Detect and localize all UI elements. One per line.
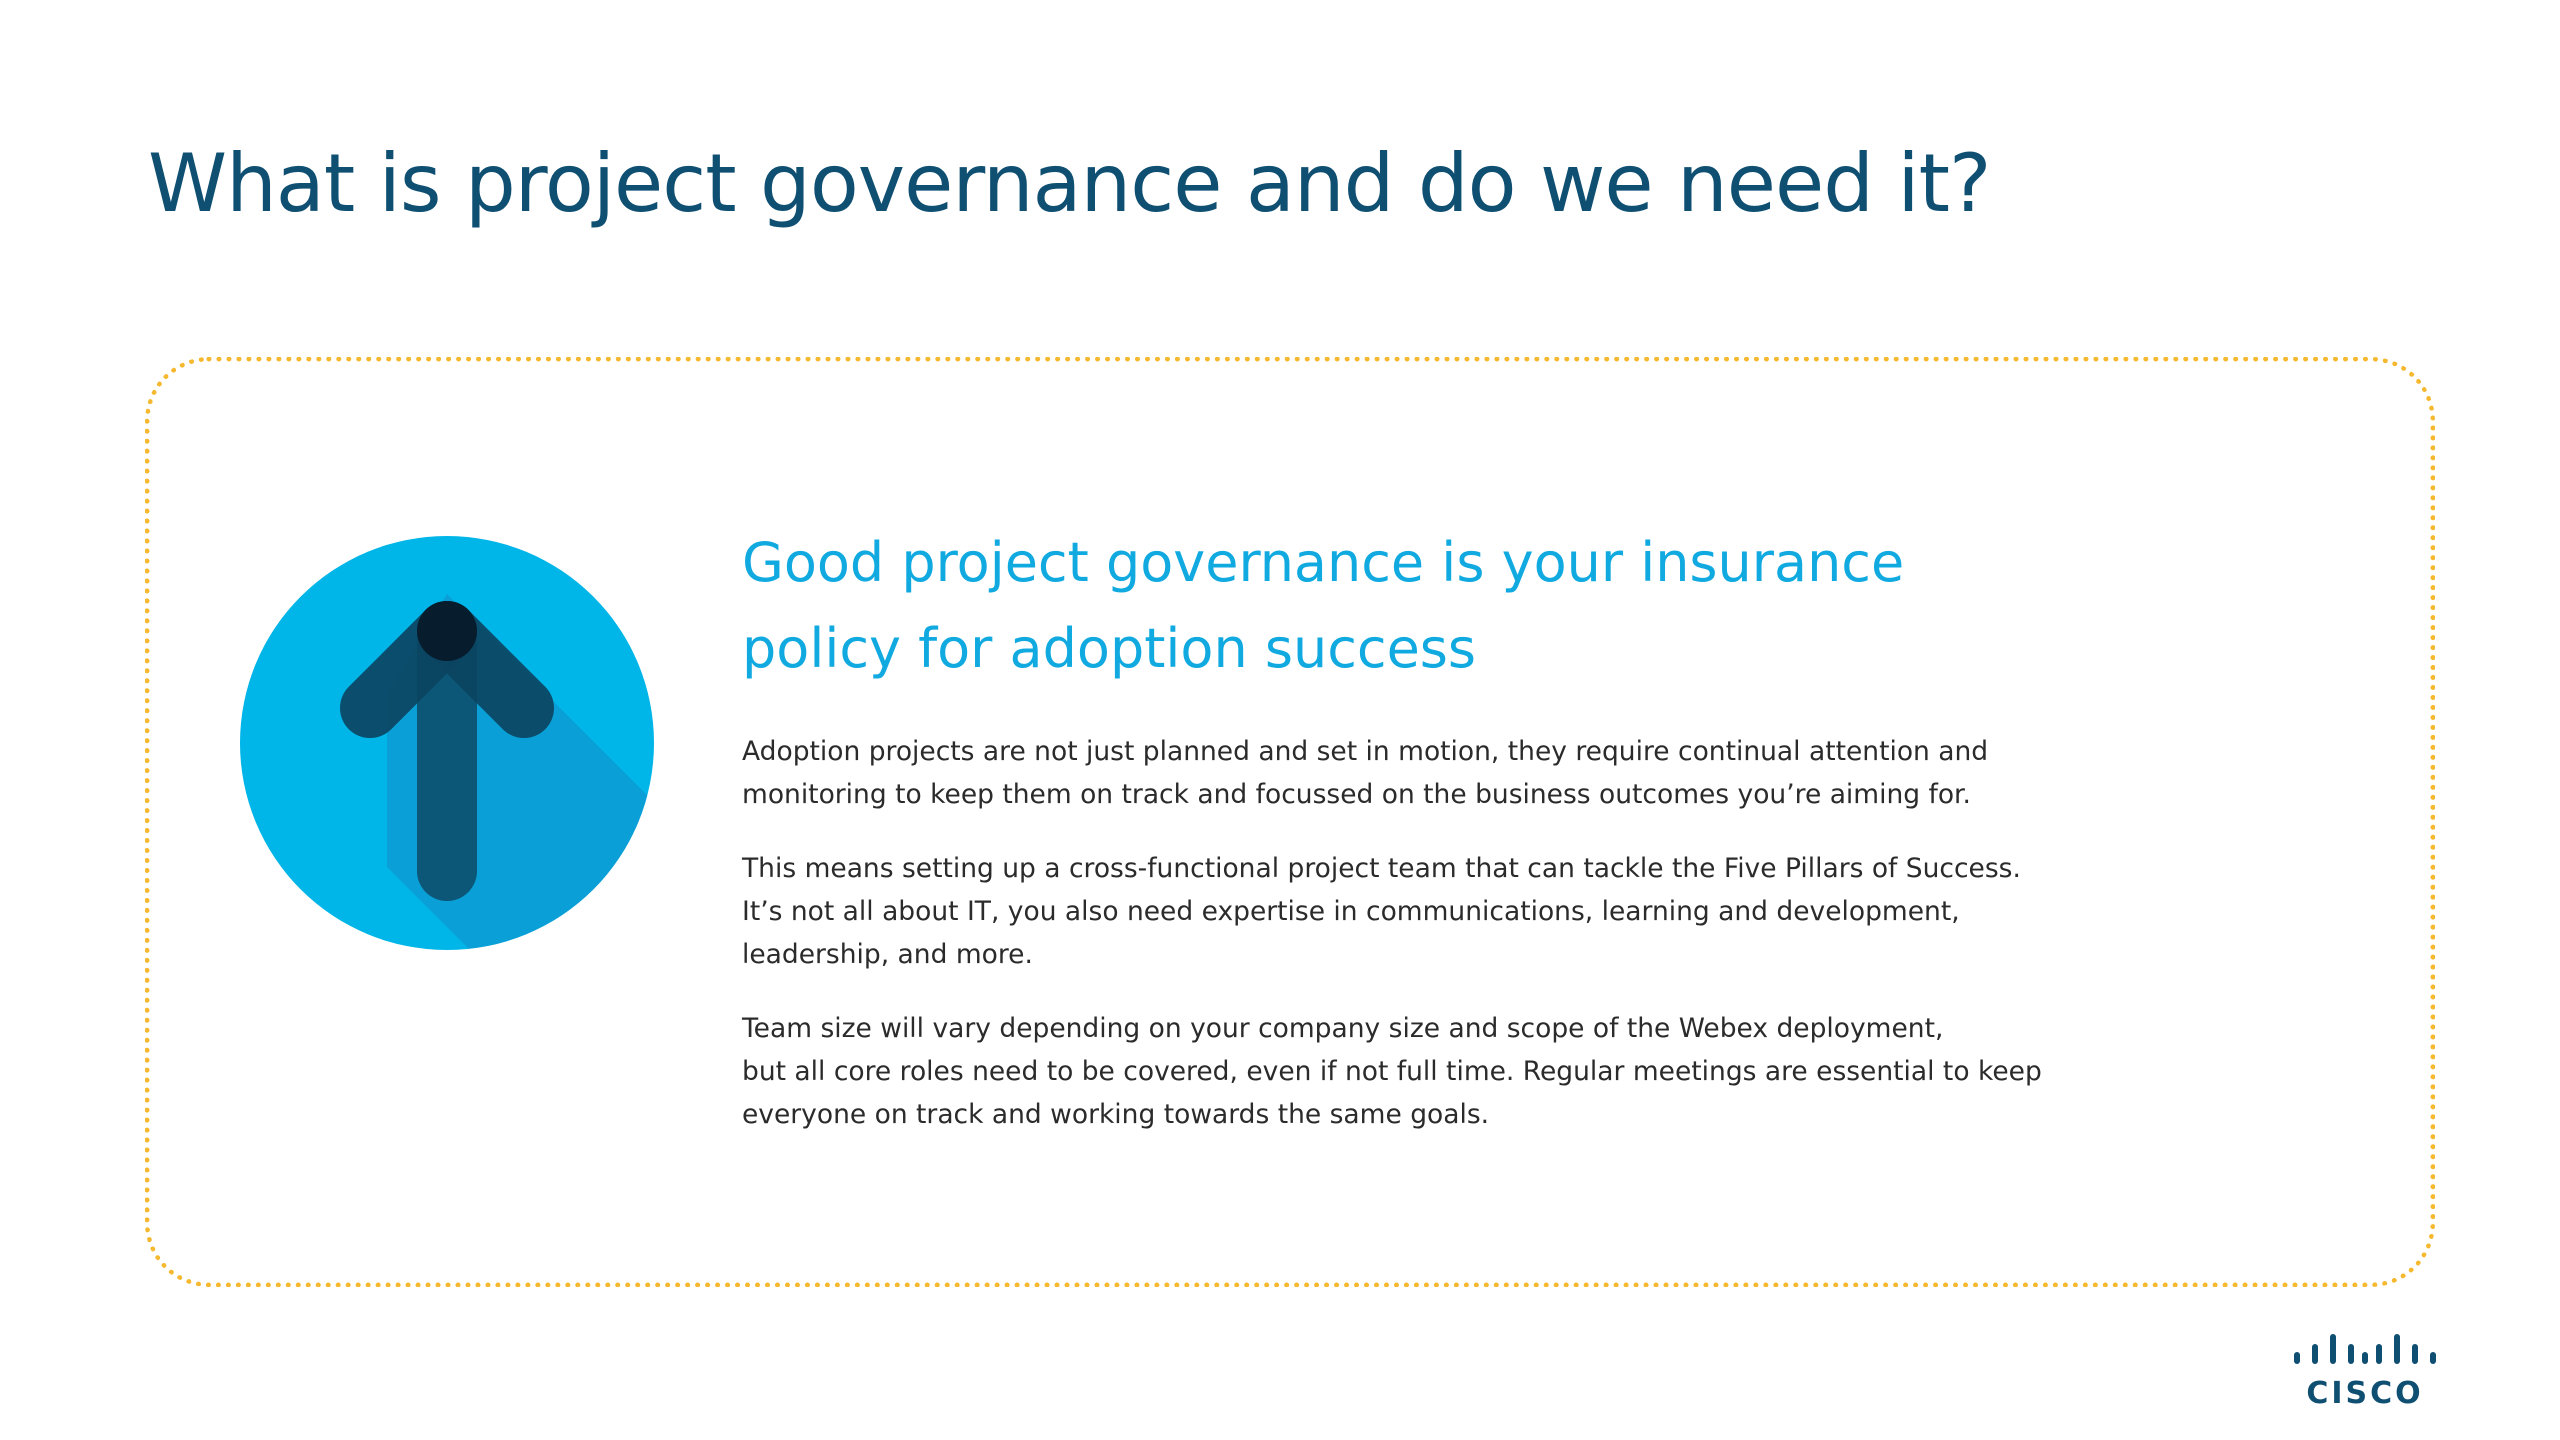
cisco-logo [2290,1330,2440,1410]
paragraph-adoption: Adoption projects are not just planned and set in motion, they require continual attention and monitoring to keep them on track and focussed on the business outcomes you’re aiming for. [742,736,1989,810]
paragraph-size: Team size will vary depending on your company size and scope of the Webex deployment, but all core roles need to be covered, even if not full time. Regular meetings are essential to keep everyone on track and working towards the same goals. [742,1013,2042,1130]
arrow-tip [417,601,477,661]
page-title: What is project governance and do we need it? [148,137,1991,230]
cisco-wordmark: CISCO [2306,1376,2424,1411]
text-block [742,520,2042,1167]
up-arrow-icon [240,536,654,950]
paragraph-team: This means setting up a cross-functional project team that can tackle the Five Pillars of Success. It’s not all about IT, you also need expertise in communications, learning and development, leadership, and more. [742,853,2021,970]
subheading: Good project governance is your insurance policy for adoption success [742,531,1905,680]
cisco-bars-icon [2290,1330,2440,1370]
